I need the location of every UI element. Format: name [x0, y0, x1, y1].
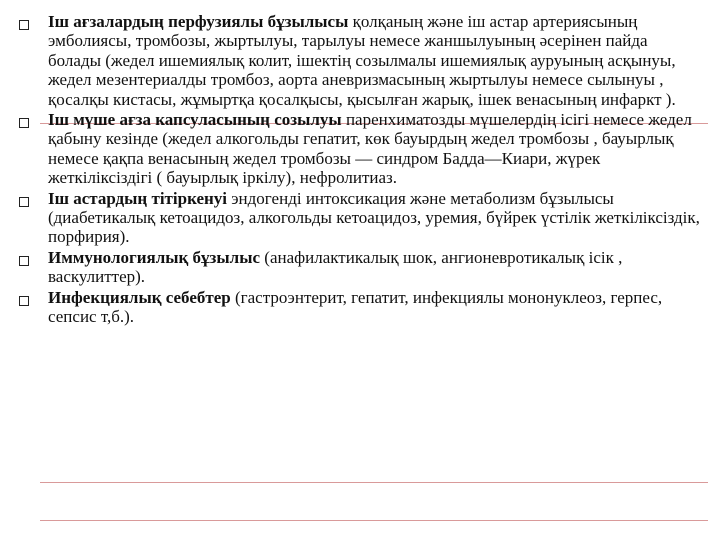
- list-item: [0, 110, 720, 188]
- square-bullet-icon: [19, 118, 29, 128]
- item-heading: Іш мүше ағза капсуласының созылуы: [48, 110, 342, 130]
- item-text: эндогенді интоксикация және метаболизм бұзылысы (диабетикалық кетоацидоз, алкогольды кетоацидоз, уремия, бүйрек үстілік жеткіліксіздік, порфирия).: [48, 188, 700, 247]
- list-item: [0, 12, 720, 109]
- square-bullet-icon: [19, 296, 29, 306]
- list-item: [0, 189, 720, 247]
- item-text: паренхиматозды мүшелердің ісігі немесе жедел қабыну кезінде (жедел алкогольды гепатит, көк бауырдың жедел тромбозы , бауырлық немесе қақпа венасының жедел тромбозы — синдром Бадда—Киари, жүрек жеткіліксіздігі ( бауырлық іркілу), нефролитиаз.: [48, 110, 692, 188]
- item-text: (анафилактикалық шок, ангионевротикалық ісік , васкулиттер).: [48, 247, 623, 287]
- item-text: (гастроэнтерит, гепатит, инфекциялы мононуклеоз, герпес, сепсис т,б.).: [48, 287, 663, 327]
- item-text: қолқаның және іш астар артериясының эмболиясы, тромбозы, жыртылуы, тарылуы немесе жаншылуының әсерінен пайда болады (жедел ишемиялық колит, ішектің созылмалы ишемиялық ауруының асқынуы, жедел мезентериалды тромбоз, аорта аневризмасының жыртылуы немесе сылынуы , қосалқы кистасы, жұмыртқа қосалқысы, қысылған жарық, ішек венасының инфаркт ).: [48, 12, 676, 109]
- list-item: [0, 248, 720, 287]
- item-heading: Іш астардың тітіркенуі: [48, 188, 228, 208]
- square-bullet-icon: [19, 197, 29, 207]
- square-bullet-icon: [19, 256, 29, 266]
- item-heading: Іш ағзалардың перфузиялы бұзылысы: [48, 12, 349, 31]
- list-item: [0, 288, 720, 327]
- item-heading: Иммунологиялық бұзылыс: [48, 247, 261, 267]
- item-heading: Инфекциялық себебтер: [48, 287, 231, 307]
- divider-line: [40, 520, 708, 521]
- square-bullet-icon: [19, 20, 29, 30]
- divider-line: [40, 482, 708, 483]
- bullet-list: [0, 12, 720, 328]
